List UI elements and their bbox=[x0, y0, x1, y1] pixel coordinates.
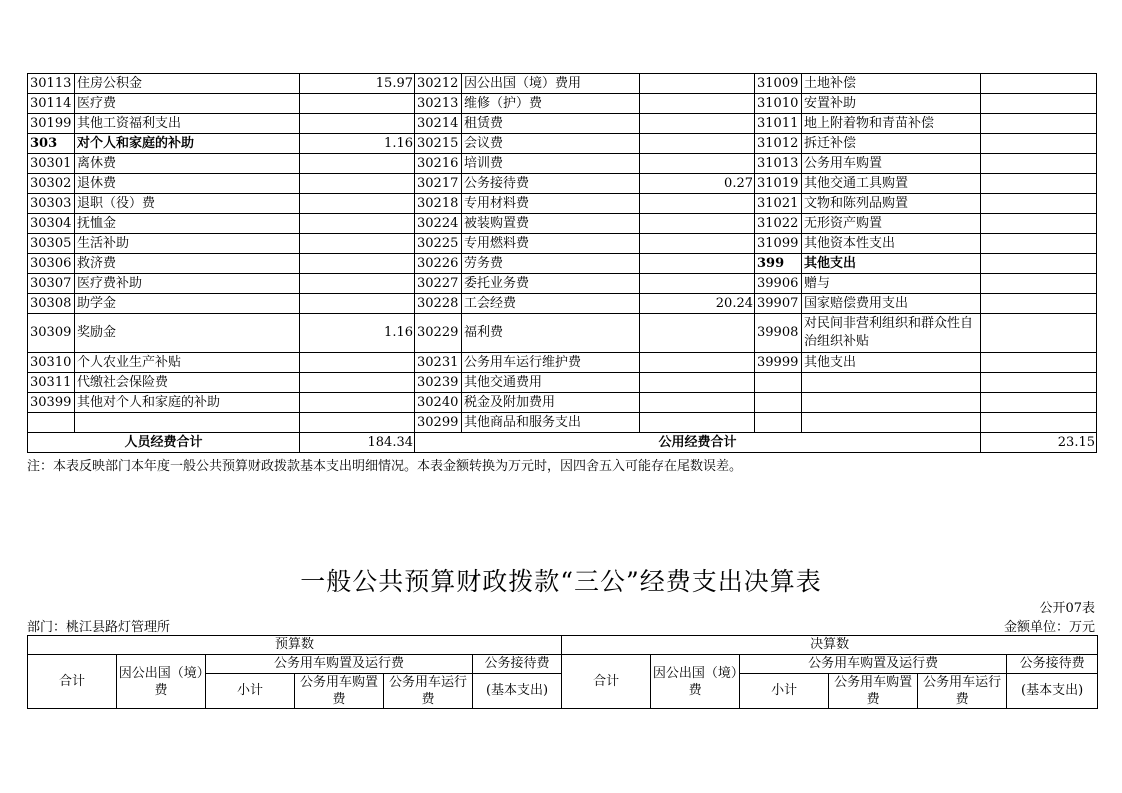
cell-a-name: 助学金 bbox=[75, 294, 300, 314]
cell-a-name: 医疗费补助 bbox=[75, 274, 300, 294]
cell-a-amount bbox=[300, 274, 415, 294]
cell-b-code: 30239 bbox=[415, 373, 462, 393]
cell-c-code bbox=[755, 393, 802, 413]
cell-b-code: 30212 bbox=[415, 74, 462, 94]
cell-c-name: 无形资产购置 bbox=[802, 214, 981, 234]
cell-c-amount bbox=[981, 134, 1097, 154]
cell-a-name: 退职（役）费 bbox=[75, 194, 300, 214]
cell-c-name bbox=[802, 373, 981, 393]
cell-b-code: 30216 bbox=[415, 154, 462, 174]
cell-c-name: 文物和陈列品购置 bbox=[802, 194, 981, 214]
table-row bbox=[28, 134, 1097, 154]
budget-reception-header: 公务接待费 bbox=[473, 655, 562, 674]
cell-c-amount bbox=[981, 74, 1097, 94]
table-row bbox=[28, 413, 1097, 433]
cell-b-name: 因公出国（境）费用 bbox=[462, 74, 640, 94]
cell-c-amount bbox=[981, 234, 1097, 254]
cell-a-name: 其他工资福利支出 bbox=[75, 114, 300, 134]
table-row bbox=[28, 393, 1097, 413]
table-row bbox=[28, 373, 1097, 393]
cell-c-code: 31099 bbox=[755, 234, 802, 254]
cell-b-code: 30240 bbox=[415, 393, 462, 413]
cell-c-name: 安置补助 bbox=[802, 94, 981, 114]
cell-c-code: 39908 bbox=[755, 314, 802, 353]
cell-b-code: 30215 bbox=[415, 134, 462, 154]
page-title: 一般公共预算财政拨款“三公”经费支出决算表 bbox=[300, 567, 822, 596]
totals-row bbox=[28, 433, 1097, 453]
cell-a-amount bbox=[300, 94, 415, 114]
cell-c-name bbox=[802, 413, 981, 433]
public-total-value: 23.15 bbox=[981, 433, 1097, 453]
cell-a-amount: 1.16 bbox=[300, 134, 415, 154]
cell-b-amount bbox=[640, 353, 755, 373]
table-row bbox=[28, 254, 1097, 274]
cell-a-name: 退休费 bbox=[75, 174, 300, 194]
cell-b-amount bbox=[640, 94, 755, 114]
cell-c-name: 国家赔偿费用支出 bbox=[802, 294, 981, 314]
cell-a-name: 代缴社会保险费 bbox=[75, 373, 300, 393]
table-row bbox=[28, 294, 1097, 314]
cell-a-name: 个人农业生产补贴 bbox=[75, 353, 300, 373]
cell-c-amount bbox=[981, 214, 1097, 234]
cell-c-code: 31010 bbox=[755, 94, 802, 114]
cell-a-name: 救济费 bbox=[75, 254, 300, 274]
cell-a-amount bbox=[300, 174, 415, 194]
table-row bbox=[28, 353, 1097, 373]
cell-a-name: 其他对个人和家庭的补助 bbox=[75, 393, 300, 413]
three-public-expense-table bbox=[27, 635, 1098, 709]
cell-b-name: 其他交通费用 bbox=[462, 373, 640, 393]
cell-a-code bbox=[28, 413, 75, 433]
table-row bbox=[28, 274, 1097, 294]
cell-b-name: 税金及附加费用 bbox=[462, 393, 640, 413]
cell-a-code: 30302 bbox=[28, 174, 75, 194]
final-vehicle-purchase-header: 公务用车购置费 bbox=[829, 674, 918, 709]
cell-a-code: 30113 bbox=[28, 74, 75, 94]
cell-a-code: 30301 bbox=[28, 154, 75, 174]
cell-b-amount: 20.24 bbox=[640, 294, 755, 314]
cell-b-amount bbox=[640, 254, 755, 274]
cell-b-amount bbox=[640, 234, 755, 254]
cell-a-amount bbox=[300, 294, 415, 314]
cell-a-code: 30307 bbox=[28, 274, 75, 294]
cell-b-code: 30213 bbox=[415, 94, 462, 114]
table-row bbox=[28, 114, 1097, 134]
cell-b-name: 专用燃料费 bbox=[462, 234, 640, 254]
cell-b-amount bbox=[640, 314, 755, 353]
cell-b-code: 30227 bbox=[415, 274, 462, 294]
cell-b-amount bbox=[640, 114, 755, 134]
cell-a-amount bbox=[300, 154, 415, 174]
cell-a-code: 30310 bbox=[28, 353, 75, 373]
cell-c-code: 31019 bbox=[755, 174, 802, 194]
cell-a-amount: 1.16 bbox=[300, 314, 415, 353]
cell-b-name: 租赁费 bbox=[462, 114, 640, 134]
cell-a-name: 离休费 bbox=[75, 154, 300, 174]
table-row bbox=[28, 154, 1097, 174]
cell-a-amount bbox=[300, 214, 415, 234]
budget-vehicle-purchase-header: 公务用车购置费 bbox=[295, 674, 384, 709]
cell-c-code bbox=[755, 413, 802, 433]
budget-abroad-header: 因公出国（境）费 bbox=[117, 655, 206, 709]
cell-b-amount bbox=[640, 214, 755, 234]
cell-b-code: 30228 bbox=[415, 294, 462, 314]
cell-b-code: 30218 bbox=[415, 194, 462, 214]
cell-b-code: 30229 bbox=[415, 314, 462, 353]
cell-b-code: 30299 bbox=[415, 413, 462, 433]
form-code: 公开07表 bbox=[1039, 601, 1095, 616]
cell-a-amount bbox=[300, 194, 415, 214]
cell-b-name: 培训费 bbox=[462, 154, 640, 174]
cell-b-code: 30224 bbox=[415, 214, 462, 234]
cell-c-code: 39906 bbox=[755, 274, 802, 294]
cell-c-name: 其他交通工具购置 bbox=[802, 174, 981, 194]
cell-b-amount bbox=[640, 194, 755, 214]
cell-c-name: 其他支出 bbox=[802, 353, 981, 373]
personnel-total-value: 184.34 bbox=[300, 433, 415, 453]
cell-a-amount bbox=[300, 254, 415, 274]
final-header: 决算数 bbox=[562, 636, 1098, 655]
department-label: 部门：桃江县路灯管理所 bbox=[27, 620, 171, 635]
cell-c-amount bbox=[981, 373, 1097, 393]
cell-b-code: 30217 bbox=[415, 174, 462, 194]
cell-c-code bbox=[755, 373, 802, 393]
table-row bbox=[28, 194, 1097, 214]
cell-a-code: 30311 bbox=[28, 373, 75, 393]
cell-c-name: 赠与 bbox=[802, 274, 981, 294]
cell-b-amount bbox=[640, 393, 755, 413]
cell-c-code: 39999 bbox=[755, 353, 802, 373]
cell-c-amount bbox=[981, 393, 1097, 413]
cell-c-name: 土地补偿 bbox=[802, 74, 981, 94]
cell-b-amount bbox=[640, 413, 755, 433]
cell-b-amount bbox=[640, 154, 755, 174]
cell-b-amount: 0.27 bbox=[640, 174, 755, 194]
cell-c-name: 其他支出 bbox=[802, 254, 981, 274]
cell-b-code: 30231 bbox=[415, 353, 462, 373]
personnel-total-label: 人员经费合计 bbox=[28, 433, 300, 453]
cell-c-amount bbox=[981, 294, 1097, 314]
final-vehicle-group-header: 公务用车购置及运行费 bbox=[740, 655, 1007, 674]
cell-b-name: 工会经费 bbox=[462, 294, 640, 314]
final-subtotal-header: 小计 bbox=[740, 674, 829, 709]
cell-a-name: 生活补助 bbox=[75, 234, 300, 254]
budget-vehicle-operation-header: 公务用车运行费 bbox=[384, 674, 473, 709]
cell-c-code: 31021 bbox=[755, 194, 802, 214]
expense-detail-body bbox=[28, 74, 1097, 433]
cell-b-code: 30225 bbox=[415, 234, 462, 254]
cell-c-code: 31011 bbox=[755, 114, 802, 134]
amount-unit-label: 金额单位：万元 bbox=[1003, 620, 1095, 635]
final-reception-basic-header: (基本支出) bbox=[1007, 674, 1098, 709]
cell-a-code: 30304 bbox=[28, 214, 75, 234]
final-total-header: 合计 bbox=[562, 655, 651, 709]
cell-c-name: 对民间非营利组织和群众性自治组织补贴 bbox=[802, 314, 981, 353]
cell-a-name: 抚恤金 bbox=[75, 214, 300, 234]
cell-c-amount bbox=[981, 353, 1097, 373]
cell-a-code: 30308 bbox=[28, 294, 75, 314]
cell-a-amount: 15.97 bbox=[300, 74, 415, 94]
cell-a-code: 30114 bbox=[28, 94, 75, 114]
cell-b-name: 专用材料费 bbox=[462, 194, 640, 214]
cell-b-name: 劳务费 bbox=[462, 254, 640, 274]
cell-a-name: 住房公积金 bbox=[75, 74, 300, 94]
final-reception-header: 公务接待费 bbox=[1007, 655, 1098, 674]
cell-c-name: 公务用车购置 bbox=[802, 154, 981, 174]
cell-a-code: 30306 bbox=[28, 254, 75, 274]
cell-a-name: 奖励金 bbox=[75, 314, 300, 353]
cell-b-code: 30226 bbox=[415, 254, 462, 274]
cell-c-code: 399 bbox=[755, 254, 802, 274]
budget-header: 预算数 bbox=[28, 636, 562, 655]
cell-a-amount bbox=[300, 393, 415, 413]
cell-b-name: 福利费 bbox=[462, 314, 640, 353]
table-row bbox=[28, 74, 1097, 94]
cell-a-amount bbox=[300, 114, 415, 134]
cell-a-code: 30305 bbox=[28, 234, 75, 254]
cell-c-amount bbox=[981, 94, 1097, 114]
cell-c-name: 地上附着物和青苗补偿 bbox=[802, 114, 981, 134]
cell-b-name: 公务接待费 bbox=[462, 174, 640, 194]
cell-b-name: 会议费 bbox=[462, 134, 640, 154]
cell-b-code: 30214 bbox=[415, 114, 462, 134]
cell-a-amount bbox=[300, 234, 415, 254]
cell-b-name: 被装购置费 bbox=[462, 214, 640, 234]
cell-a-code: 30199 bbox=[28, 114, 75, 134]
final-abroad-header: 因公出国（境）费 bbox=[651, 655, 740, 709]
cell-c-code: 31022 bbox=[755, 214, 802, 234]
cell-c-amount bbox=[981, 114, 1097, 134]
budget-reception-basic-header: (基本支出) bbox=[473, 674, 562, 709]
cell-a-amount bbox=[300, 353, 415, 373]
table-note: 注：本表反映部门本年度一般公共预算财政拨款基本支出明细情况。本表金额转换为万元时，因四舍五入可能存在尾数误差。 bbox=[27, 459, 743, 474]
cell-c-code: 31013 bbox=[755, 154, 802, 174]
expense-detail-table bbox=[27, 73, 1097, 453]
cell-c-amount bbox=[981, 154, 1097, 174]
cell-c-code: 39907 bbox=[755, 294, 802, 314]
cell-c-amount bbox=[981, 194, 1097, 214]
cell-c-amount bbox=[981, 274, 1097, 294]
table-row bbox=[28, 94, 1097, 114]
cell-c-name bbox=[802, 393, 981, 413]
table-row bbox=[28, 314, 1097, 353]
cell-c-amount bbox=[981, 174, 1097, 194]
cell-b-amount bbox=[640, 274, 755, 294]
cell-c-amount bbox=[981, 413, 1097, 433]
cell-a-code: 30303 bbox=[28, 194, 75, 214]
table-row bbox=[28, 214, 1097, 234]
cell-b-name: 公务用车运行维护费 bbox=[462, 353, 640, 373]
public-total-label: 公用经费合计 bbox=[415, 433, 981, 453]
cell-c-amount bbox=[981, 314, 1097, 353]
cell-a-name: 对个人和家庭的补助 bbox=[75, 134, 300, 154]
table-row bbox=[28, 234, 1097, 254]
cell-b-amount bbox=[640, 134, 755, 154]
cell-b-name: 维修（护）费 bbox=[462, 94, 640, 114]
cell-a-code: 30309 bbox=[28, 314, 75, 353]
cell-c-name: 拆迁补偿 bbox=[802, 134, 981, 154]
table-row bbox=[28, 174, 1097, 194]
cell-c-code: 31009 bbox=[755, 74, 802, 94]
cell-b-name: 委托业务费 bbox=[462, 274, 640, 294]
cell-b-name: 其他商品和服务支出 bbox=[462, 413, 640, 433]
cell-a-code: 30399 bbox=[28, 393, 75, 413]
cell-c-amount bbox=[981, 254, 1097, 274]
cell-a-amount bbox=[300, 413, 415, 433]
header-row-1 bbox=[28, 636, 1098, 655]
cell-a-code: 303 bbox=[28, 134, 75, 154]
cell-c-code: 31012 bbox=[755, 134, 802, 154]
cell-b-amount bbox=[640, 373, 755, 393]
cell-a-amount bbox=[300, 373, 415, 393]
header-row-2 bbox=[28, 655, 1098, 674]
budget-total-header: 合计 bbox=[28, 655, 117, 709]
cell-b-amount bbox=[640, 74, 755, 94]
budget-vehicle-group-header: 公务用车购置及运行费 bbox=[206, 655, 473, 674]
cell-a-name bbox=[75, 413, 300, 433]
cell-c-name: 其他资本性支出 bbox=[802, 234, 981, 254]
cell-a-name: 医疗费 bbox=[75, 94, 300, 114]
final-vehicle-operation-header: 公务用车运行费 bbox=[918, 674, 1007, 709]
budget-subtotal-header: 小计 bbox=[206, 674, 295, 709]
